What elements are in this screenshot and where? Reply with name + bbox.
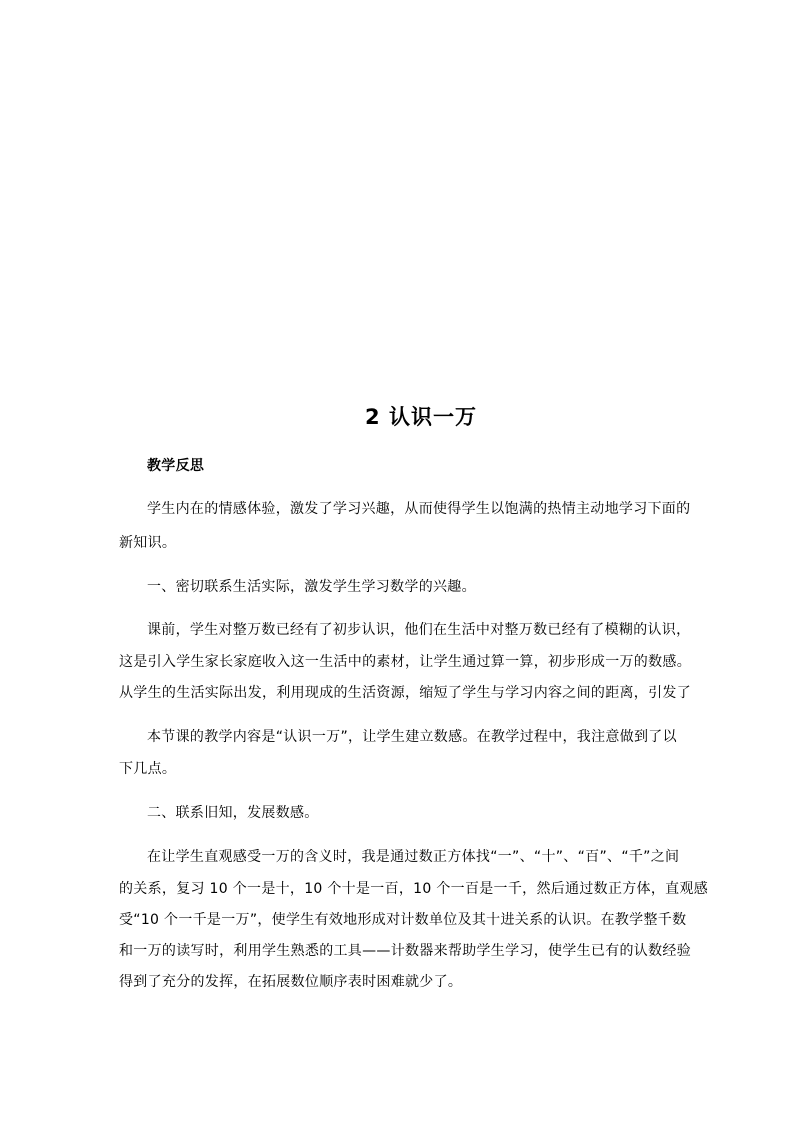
- text-line: 学生内在的情感体验，激发了学习兴趣，从而使得学生以饱满的热情主动地学习下面的: [147, 501, 691, 517]
- subheading-line: 二、联系旧知，发展数感。: [147, 805, 319, 821]
- text-line: 本节课的教学内容是“认识一万”，让学生建立数感。在教学过程中，我注意做到了以: [147, 729, 677, 745]
- text-line: 新知识。: [119, 535, 177, 551]
- page-title: 2 认识一万: [365, 405, 477, 429]
- text-line: 受“10 个一千是一万”，使学生有效地形成对计数单位及其十进关系的认识。在教学整千数: [119, 912, 687, 928]
- text-line: 得到了充分的发挥，在拓展数位顺序表时困难就少了。: [119, 974, 463, 990]
- text-line: 的关系，复习 10 个一是十，10 个十是一百，10 个一百是一千，然后通过数正方体，直观感: [119, 881, 709, 897]
- text-line: 从学生的生活实际出发，利用现成的生活资源，缩短了学生与学习内容之间的距离，引发了: [119, 685, 691, 701]
- text-line: 在让学生直观感受一万的含义时，我是通过数正方体找“一”、“十”、“百”、“千”之间: [147, 849, 680, 865]
- section-heading: 教学反思: [147, 458, 205, 474]
- text-line: 这是引入学生家长家庭收入这一生活中的素材，让学生通过算一算，初步形成一万的数感。: [119, 654, 691, 670]
- subheading-line: 一、密切联系生活实际，激发学生学习数学的兴趣。: [147, 579, 476, 595]
- text-line: 下几点。: [119, 761, 177, 777]
- text-line: 课前，学生对整万数已经有了初步认识，他们在生活中对整万数已经有了模糊的认识，: [147, 622, 691, 638]
- text-line: 和一万的读写时，利用学生熟悉的工具——计数器来帮助学生学习，使学生已有的认数经验: [119, 943, 691, 959]
